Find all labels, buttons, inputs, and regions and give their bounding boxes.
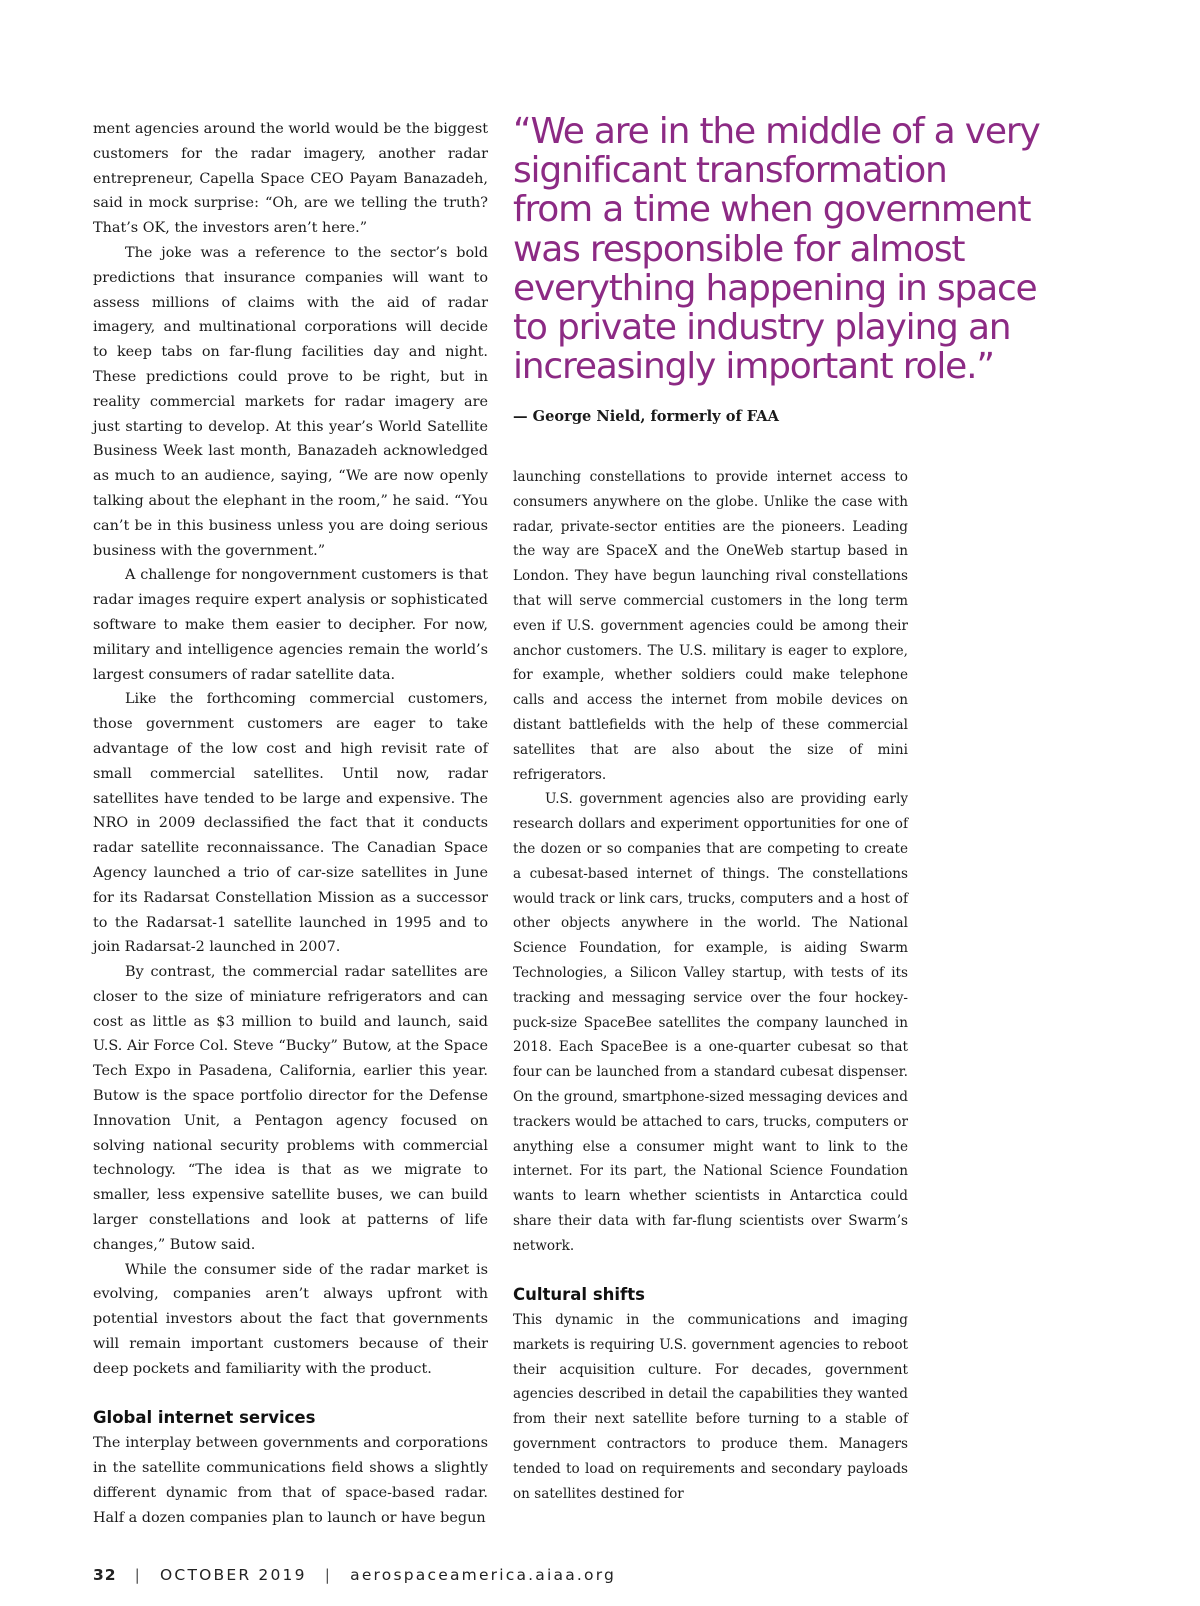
pull-quote-line: was responsible for almost bbox=[513, 228, 965, 270]
body-paragraph: Like the forthcoming commercial customers, those government customers are eager to take advantage of the low cost and high revisit rate of small commercial satellites. Until now, radar satellites have tended to be large and expensive. The NRO in 2009 declassified the fact that it conducts radar satellite reconnaissance. The Canadian Space Agency launched a trio of car-size satellites in June for its Radarsat Constellation Mission as a successor to the Radarsat-1 satellite launched in 1995 and to join Radarsat-2 launched in 2007. bbox=[93, 691, 488, 956]
body-paragraph: While the consumer side of the radar market is evolving, companies aren’t always upfront with potential investors about the fact that governments will remain important customers because of their deep pockets and familiarity with the product. bbox=[93, 1261, 488, 1377]
footer-separator: | bbox=[324, 1566, 333, 1584]
footer-separator: | bbox=[134, 1566, 143, 1584]
section-heading-global-internet: Global internet services bbox=[93, 1408, 316, 1428]
section-heading-cultural-shifts: Cultural shifts bbox=[513, 1285, 645, 1305]
body-paragraph: A challenge for nongovernment customers is that radar images require expert analysis or sophisticated software to make them easier to decipher. For now, military and intelligence agencies remain the world’s largest consumers of radar satellite data. bbox=[93, 567, 488, 683]
page-number: 32 bbox=[93, 1566, 117, 1584]
issue-date: OCTOBER 2019 bbox=[160, 1566, 307, 1584]
pull-quote bbox=[513, 112, 1173, 386]
pull-quote-line: to private industry playing an bbox=[513, 307, 1011, 349]
body-paragraph: By contrast, the commercial radar satellites are closer to the size of miniature refrigerators and can cost as little as $3 million to build and launch, said U.S. Air Force Col. Steve “Bucky” Butow, at the Space Tech Expo in Pasadena, California, earlier this year. Butow is the space portfolio director for the Defense Innovation Unit, a Pentagon agency focused on solving national security problems with commercial technology. “The idea is that as we migrate to smaller, less expensive satellite buses, we can build larger constellations and look at patterns of life changes,” Butow said. bbox=[93, 964, 488, 1253]
pull-quote-line: significant transformation bbox=[513, 150, 947, 192]
body-paragraph: launching constellations to provide internet access to consumers anywhere on the globe. Unlike the case with radar, private-sector entities are the pioneers. Leading the way are SpaceX and the OneWeb startup based in London. They have begun launching rival constellations that will serve commercial customers in the long term even if U.S. government agencies could be among their anchor customers. The U.S. military is eager to explore, for example, whether soldiers could make telephone calls and access the internet from mobile devices on distant battlefields with the help of these commercial satellites that are also about the size of mini refrigerators. bbox=[513, 469, 908, 783]
pull-quote-line: from a time when government bbox=[513, 189, 1031, 231]
body-paragraph: The interplay between governments and corporations in the satellite communications field shows a slightly different dynamic from that of space-based radar. Half a dozen companies plan to launch or have begun bbox=[93, 1435, 488, 1526]
pull-quote-line: everything happening in space bbox=[513, 267, 1037, 309]
site-url: aerospaceamerica.aiaa.org bbox=[350, 1566, 617, 1584]
body-paragraph: This dynamic in the communications and imaging markets is requiring U.S. government agencies to reboot their acquisition culture. For decades, government agencies described in detail the capabilities they wanted from their next satellite before turning to a stable of government contractors to produce them. Managers tended to load on requirements and secondary payloads on satellites destined for bbox=[513, 1312, 908, 1502]
body-paragraph: The joke was a reference to the sector’s bold predictions that insurance companies will want to assess millions of claims with the aid of radar imagery, and multinational corporations will decide to keep tabs on far-flung facilities day and night. These predictions could prove to be right, but in reality commercial markets for radar imagery are just starting to develop. At this year’s World Satellite Business Week last month, Banazadeh acknowledged as much to an audience, saying, “We are now openly talking about the elephant in the room,” he said. “You can’t be in this business unless you are doing serious business with the government.” bbox=[93, 244, 488, 559]
body-paragraph: ment agencies around the world would be the biggest customers for the radar imagery, another radar entrepreneur, Capella Space CEO Payam Banazadeh, said in mock surprise: “Oh, are we telling the truth? That’s OK, the investors aren’t here.” bbox=[93, 121, 488, 237]
body-paragraph: U.S. government agencies also are providing early research dollars and experiment opportunities for one of the dozen or so companies that are competing to create a cubesat-based internet of things. The constellations would track or link cars, trucks, computers and a host of other objects anywhere in the world. The National Science Foundation, for example, is aiding Swarm Technologies, a Silicon Valley startup, with tests of its tracking and messaging service over the four hockey-puck-size SpaceBee satellites the company launched in 2018. Each SpaceBee is a one-quarter cubesat so that four can be launched from a standard cubesat dispenser. On the ground, smartphone-sized messaging devices and trackers would be attached to cars, trucks, computers or anything else a consumer might want to link to the internet. For its part, the National Science Foundation wants to learn whether scientists in Antarctica could share their data with far-flung scientists over Swarm’s network. bbox=[513, 791, 908, 1254]
middle-column bbox=[513, 465, 908, 1506]
page-footer bbox=[93, 1566, 616, 1584]
quote-attribution: — George Nield, formerly of FAA bbox=[513, 408, 779, 425]
pull-quote-line: increasingly important role.” bbox=[513, 346, 994, 388]
left-column bbox=[93, 117, 488, 1530]
pull-quote-line: “We are in the middle of a very bbox=[513, 111, 1040, 152]
